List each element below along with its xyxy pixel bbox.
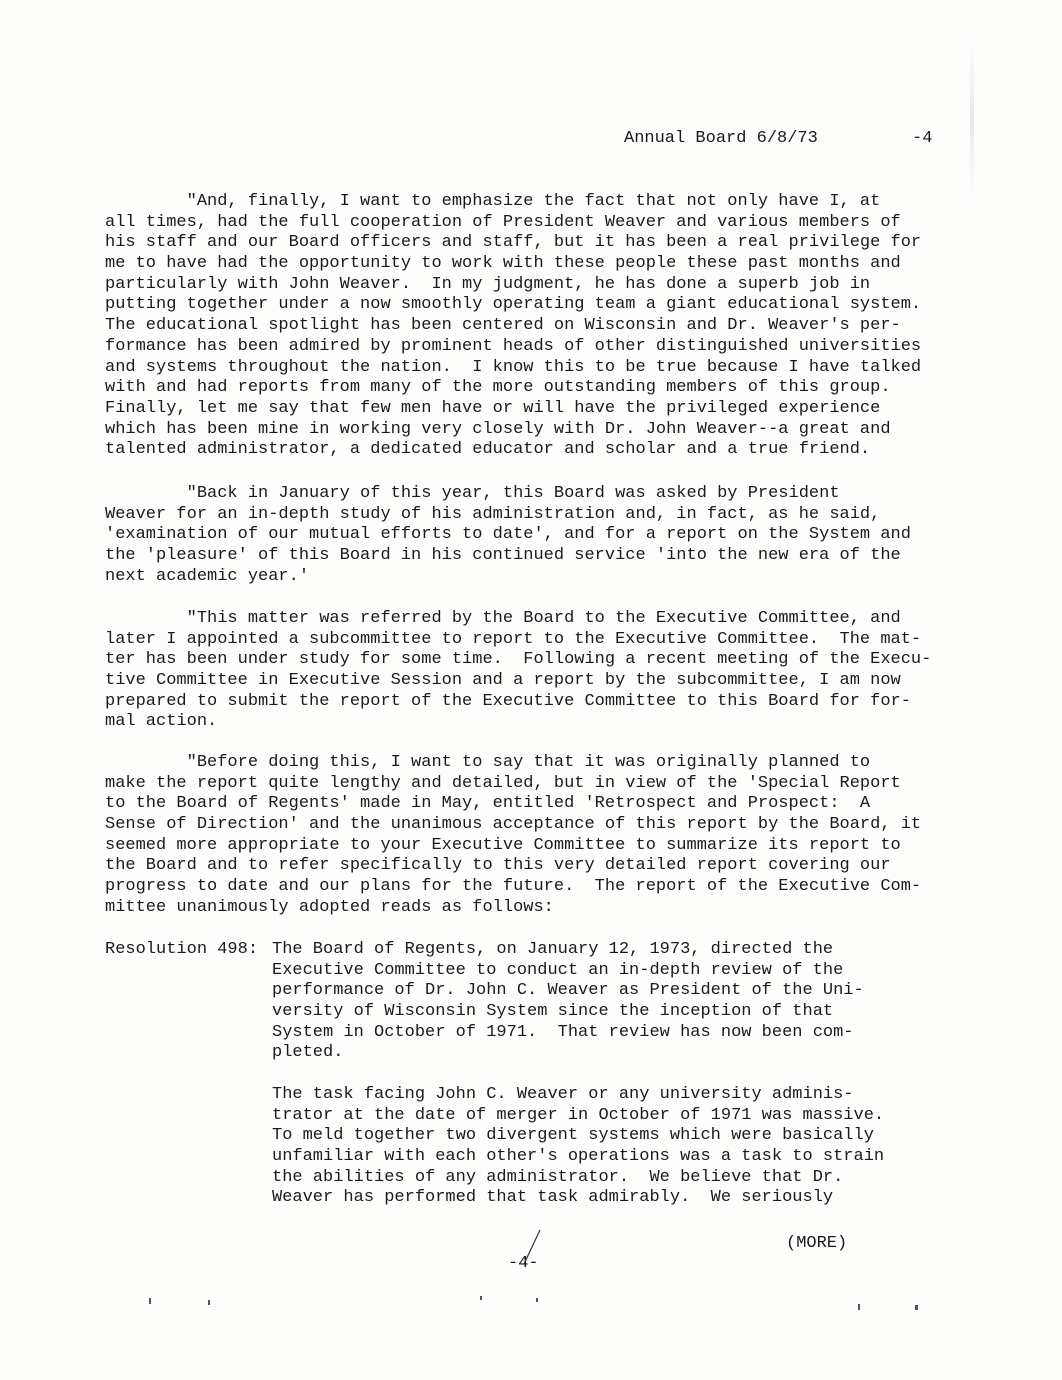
text-line: talented administrator, a dedicated educator and scholar and a true friend. xyxy=(105,440,871,460)
text-line: Weaver for an in-depth study of his administration and, in fact, as he said, xyxy=(105,504,881,524)
text-line: The Board of Regents, on January 12, 1973, directed the xyxy=(272,940,834,959)
scan-speck xyxy=(915,1305,918,1310)
text-line: ter has been under study for some time. Following a recent meeting of the Execu- xyxy=(105,650,932,670)
text-line: versity of Wisconsin System since the inception of that xyxy=(272,1002,834,1022)
text-line: performance of Dr. John C. Weaver as President of the Uni- xyxy=(272,981,864,1001)
text-line: Executive Committee to conduct an in-depth review of the xyxy=(272,960,844,980)
text-line: Weaver has performed that task admirably. We seriously xyxy=(272,1188,834,1208)
scan-edge-shadow xyxy=(970,40,974,200)
text-line: "Before doing this, I want to say that it was originally planned to xyxy=(105,753,871,772)
scan-speck xyxy=(536,1298,538,1302)
text-line: unfamiliar with each other's operations was a task to strain xyxy=(272,1147,885,1167)
text-line: To meld together two divergent systems which were basically xyxy=(272,1126,874,1146)
text-line: putting together under a now smoothly operating team a giant educational system. xyxy=(105,295,922,315)
text-line: formance has been admired by prominent heads of other distinguished universities xyxy=(105,336,922,356)
text-line: System in October of 1971. That review has now been com- xyxy=(272,1022,854,1042)
page-header-title: Annual Board 6/8/73 xyxy=(624,129,818,148)
page-header-number: -4 xyxy=(912,129,933,148)
text-line: Finally, let me say that few men have or will have the privileged experience xyxy=(105,398,881,418)
scan-speck xyxy=(858,1304,860,1310)
text-line: tive Committee in Executive Session and a report by the subcommittee, I am now xyxy=(105,671,901,691)
text-line: which has been mine in working very closely with Dr. John Weaver--a great and xyxy=(105,419,891,439)
text-line: make the report quite lengthy and detailed, but in view of the 'Special Report xyxy=(105,773,901,793)
text-line: all times, had the full cooperation of President Weaver and various members of xyxy=(105,212,901,232)
more-indicator: (MORE) xyxy=(786,1234,848,1253)
footer-page-number: -4- xyxy=(508,1254,539,1273)
text-line: "And, finally, I want to emphasize the fact that not only have I, at xyxy=(105,192,881,211)
text-line: progress to date and our plans for the future. The report of the Executive Com- xyxy=(105,877,922,897)
scan-speck xyxy=(208,1300,210,1305)
text-line: with and had reports from many of the more outstanding members of this group. xyxy=(105,378,891,398)
paragraph-4 xyxy=(105,753,955,919)
text-line: "Back in January of this year, this Board was asked by President xyxy=(105,484,840,503)
text-line: his staff and our Board officers and staff, but it has been a real privilege for xyxy=(105,233,922,253)
resolution-paragraph-2 xyxy=(272,1085,962,1209)
text-line: The task facing John C. Weaver or any university adminis- xyxy=(272,1085,854,1104)
text-line: mittee unanimously adopted reads as follows: xyxy=(105,897,554,917)
paragraph-1 xyxy=(105,192,955,461)
paragraph-2 xyxy=(105,484,955,587)
scan-speck xyxy=(480,1296,482,1300)
text-line: Sense of Direction' and the unanimous acceptance of this report by the Board, it xyxy=(105,815,922,835)
scan-speck xyxy=(149,1298,151,1304)
text-line: seemed more appropriate to your Executive Committee to summarize its report to xyxy=(105,835,901,855)
text-line: 'examination of our mutual efforts to date', and for a report on the System and xyxy=(105,525,911,545)
text-line: the abilities of any administrator. We believe that Dr. xyxy=(272,1167,844,1187)
text-line: next academic year.' xyxy=(105,566,310,586)
text-line: pleted. xyxy=(272,1043,344,1063)
text-line: mal action. xyxy=(105,712,218,732)
text-line: me to have had the opportunity to work with these people these past months and xyxy=(105,254,901,274)
text-line: the Board and to refer specifically to this very detailed report covering our xyxy=(105,856,891,876)
text-line: "This matter was referred by the Board to the Executive Committee, and xyxy=(105,609,901,628)
resolution-paragraph-1 xyxy=(272,940,962,1064)
text-line: particularly with John Weaver. In my judgment, he has done a superb job in xyxy=(105,274,871,294)
text-line: to the Board of Regents' made in May, entitled 'Retrospect and Prospect: A xyxy=(105,794,871,814)
paragraph-3 xyxy=(105,609,955,733)
text-line: the 'pleasure' of this Board in his continued service 'into the new era of the xyxy=(105,546,901,566)
pen-stroke-mark xyxy=(516,1228,546,1268)
text-line: prepared to submit the report of the Executive Committee to this Board for for- xyxy=(105,691,911,711)
resolution-label: Resolution 498: xyxy=(105,940,259,959)
text-line: and systems throughout the nation. I know this to be true because I have talked xyxy=(105,357,922,377)
text-line: later I appointed a subcommittee to report to the Executive Committee. The mat- xyxy=(105,629,922,649)
text-line: The educational spotlight has been centered on Wisconsin and Dr. Weaver's per- xyxy=(105,316,901,336)
text-line: trator at the date of merger in October of 1971 was massive. xyxy=(272,1105,885,1125)
